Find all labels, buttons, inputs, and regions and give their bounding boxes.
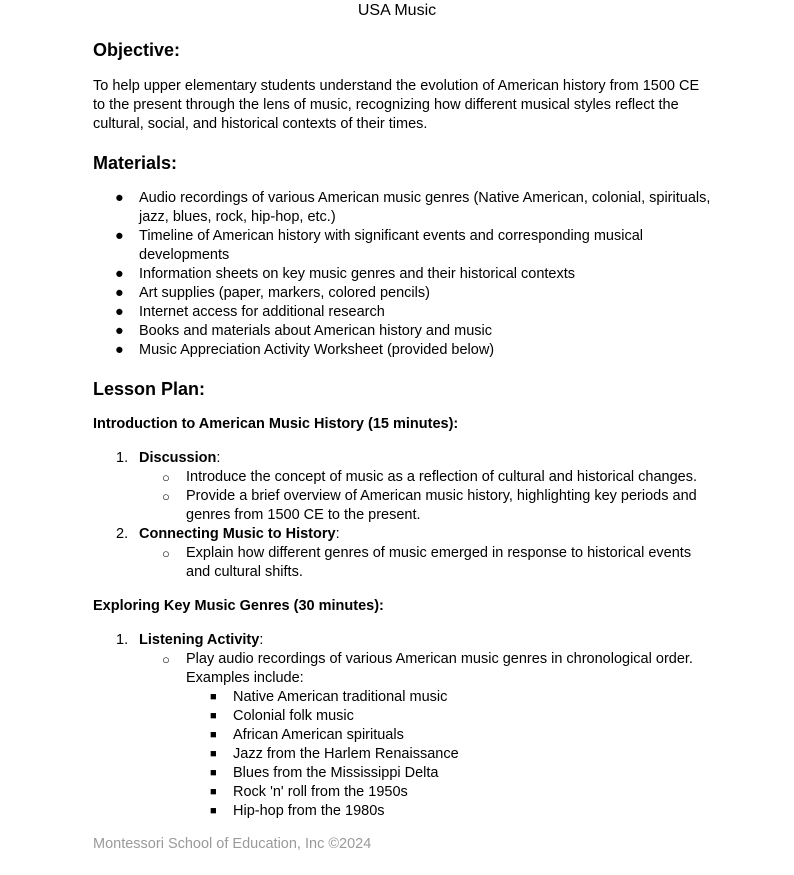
list-item [93, 322, 713, 341]
example-text: African American spirituals [233, 727, 404, 743]
materials-item-text: Art supplies (paper, markers, colored pencils) [139, 285, 430, 301]
example-text: Native American traditional music [233, 689, 448, 705]
list-item [139, 544, 713, 582]
list-item [139, 650, 713, 821]
step-number: 2. [116, 526, 129, 542]
square-bullet-icon: ■ [210, 691, 217, 703]
materials-item-text: Audio recordings of various American music genres (Native American, colonial, spirituals, jazz, blues, rock, hip-hop, etc.) [139, 190, 711, 225]
list-item [93, 303, 713, 322]
document-body [93, 38, 713, 821]
bullet-icon: ● [115, 285, 124, 301]
materials-item-text: Information sheets on key music genres and their historical contexts [139, 266, 576, 282]
list-item [93, 227, 713, 265]
list-item [186, 726, 713, 745]
step-number: 1. [116, 450, 129, 466]
step-subitems [139, 544, 713, 582]
materials-item-text: Timeline of American history with significant events and corresponding musical developments [139, 228, 643, 263]
list-item [186, 688, 713, 707]
intro-steps [93, 449, 713, 582]
lesson-plan-heading: Lesson Plan: [93, 379, 206, 399]
bullet-icon: ● [115, 342, 124, 358]
step-subitems [139, 650, 713, 821]
bullet-icon: ● [115, 323, 124, 339]
example-text: Jazz from the Harlem Renaissance [233, 746, 459, 762]
examples-list [186, 688, 713, 821]
example-text: Hip-hop from the 1980s [233, 803, 385, 819]
list-item [186, 783, 713, 802]
step-label: Discussion [139, 450, 217, 466]
list-item [186, 745, 713, 764]
explore-heading: Exploring Key Music Genres (30 minutes): [93, 598, 384, 614]
materials-heading: Materials: [93, 153, 178, 173]
list-item [139, 468, 713, 487]
step-suffix: : [216, 450, 221, 466]
example-text: Rock 'n' roll from the 1950s [233, 784, 408, 800]
list-item [186, 802, 713, 821]
list-item [93, 284, 713, 303]
list-item [93, 341, 713, 360]
square-bullet-icon: ■ [210, 729, 217, 741]
circle-bullet-icon: ○ [162, 489, 170, 504]
intro-heading: Introduction to American Music History (15 minutes): [93, 416, 459, 432]
square-bullet-icon: ■ [210, 767, 217, 779]
step-number: 1. [116, 632, 129, 648]
list-item [93, 265, 713, 284]
materials-list [93, 189, 713, 360]
list-item [93, 189, 713, 227]
objective-text: To help upper elementary students understand the evolution of American history from 1500 CE to the present through the lens of music, recognizing how different musical styles reflect the cultural, social, and historical contexts of their times. [93, 78, 700, 132]
objective-heading: Objective: [93, 40, 181, 60]
materials-item-text: Music Appreciation Activity Worksheet (provided below) [139, 342, 495, 358]
example-text: Blues from the Mississippi Delta [233, 765, 439, 781]
explore-steps [93, 631, 713, 821]
square-bullet-icon: ■ [210, 710, 217, 722]
materials-item-text: Internet access for additional research [139, 304, 385, 320]
list-item [93, 631, 713, 821]
list-item [139, 487, 713, 525]
square-bullet-icon: ■ [210, 786, 217, 798]
subitem-text: Play audio recordings of various American music genres in chronological order. Examples include: [186, 651, 693, 686]
example-text: Colonial folk music [233, 708, 354, 724]
circle-bullet-icon: ○ [162, 652, 170, 667]
list-item [93, 525, 713, 582]
step-label: Listening Activity [139, 632, 260, 648]
list-item [186, 764, 713, 783]
bullet-icon: ● [115, 266, 124, 282]
subitem-text: Provide a brief overview of American music history, highlighting key periods and genres from 1500 CE to the present. [186, 488, 697, 523]
bullet-icon: ● [115, 228, 124, 244]
list-item [186, 707, 713, 726]
bullet-icon: ● [115, 190, 124, 206]
circle-bullet-icon: ○ [162, 546, 170, 561]
step-label: Connecting Music to History [139, 526, 336, 542]
page-title: USA Music [357, 2, 437, 19]
step-suffix: : [335, 526, 340, 542]
subitem-text: Introduce the concept of music as a reflection of cultural and historical changes. [186, 469, 698, 485]
square-bullet-icon: ■ [210, 805, 217, 817]
circle-bullet-icon: ○ [162, 470, 170, 485]
bullet-icon: ● [115, 304, 124, 320]
step-suffix: : [259, 632, 264, 648]
square-bullet-icon: ■ [210, 748, 217, 760]
materials-item-text: Books and materials about American history and music [139, 323, 493, 339]
subitem-text: Explain how different genres of music emerged in response to historical events and cultural shifts. [186, 545, 692, 580]
list-item [93, 449, 713, 525]
step-subitems [139, 468, 713, 525]
page-footer: Montessori School of Education, Inc ©2024 [93, 836, 372, 852]
